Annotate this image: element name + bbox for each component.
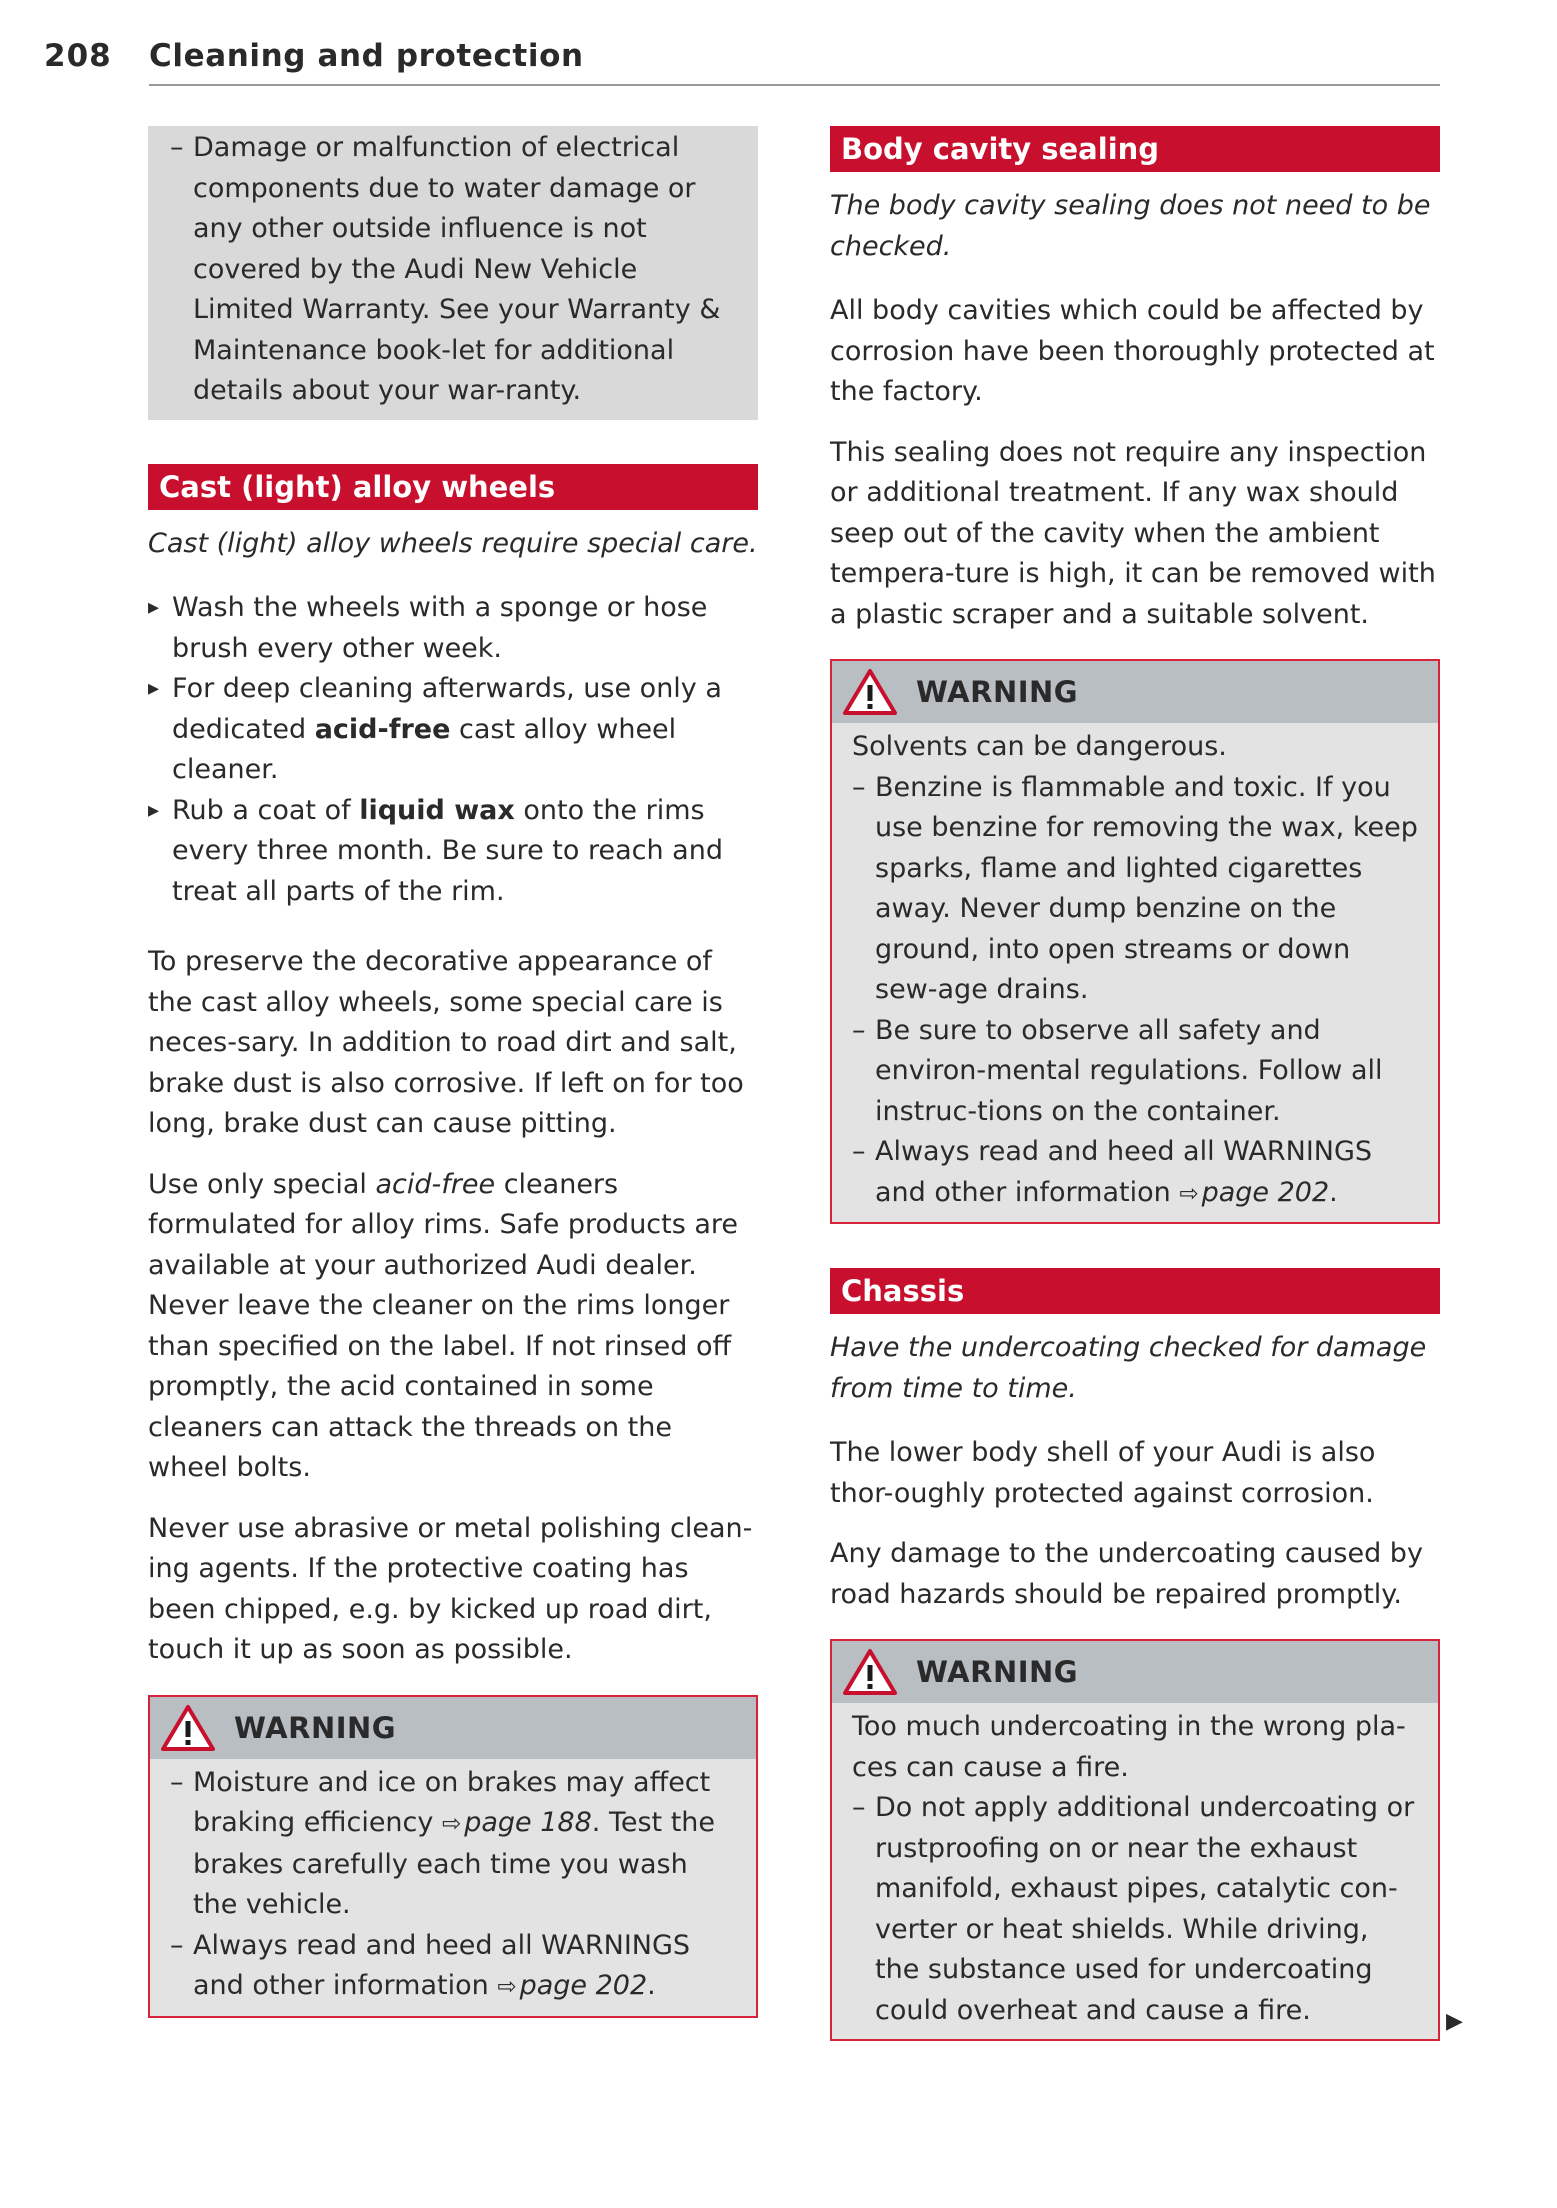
- alloy-step-1: ▸ Wash the wheels with a sponge or hose brush every other week.: [148, 588, 758, 669]
- acid-free-emphasis: acid-free: [314, 713, 451, 745]
- page-reference[interactable]: page 202: [1201, 1176, 1330, 1208]
- left-column: [148, 126, 758, 2062]
- alloy-wheels-paragraph-2: Use only special acid-free cleaners formulated for alloy rims. Safe products are available at your authorized Audi dealer. Never leave the cleaner on the rims longer than specified on the label. If not rinsed off promptly, the acid contained in some cleaners can attack the threads on the wheel bolts.: [148, 1168, 739, 1483]
- warranty-note-item: – Damage or malfunction of electrical components due to water damage or any other outside influence is not covered by the Audi New Vehicle Limited Warranty. See your Warranty & Maintenance book-let for additional details about your war-ranty.: [170, 128, 736, 412]
- warning-item-3: – Always read and heed all WARNINGS and other information ⇨ page 202.: [852, 1132, 1420, 1214]
- warning-body: [832, 1703, 1438, 2039]
- chassis-lead: Have the undercoating checked for damage from time to time.: [830, 1332, 1427, 1404]
- page-ref-arrow-icon: ⇨: [441, 1811, 462, 1837]
- continue-arrow-icon: ▶: [1446, 2009, 1463, 2034]
- warning-item-1: – Do not apply additional undercoating or rustproofing on or near the exhaust manifold, exhaust pipes, catalytic con-verter or heat shields. While driving, the substance used for undercoating could overheat and cause a fire.: [852, 1788, 1420, 2031]
- warning-triangle-icon: [842, 1648, 898, 1696]
- warranty-note-box: [148, 126, 758, 420]
- warning-triangle-icon: [160, 1704, 216, 1752]
- page-reference[interactable]: page 202: [519, 1970, 648, 2001]
- warning-item-1: – Benzine is flammable and toxic. If you use benzine for removing the wax, keep sparks, flame and lighted cigarettes away. Never dump benzine on the ground, into open streams or down sew-age drains.: [852, 768, 1420, 1011]
- header-rule: [149, 84, 1440, 86]
- warning-list: [852, 1788, 1420, 2031]
- alloy-wheels-paragraph-1: To preserve the decorative appearance of the cast alloy wheels, some special care is neces-sary. In addition to road dirt and salt, brake dust is also corrosive. If left on for too long, brake dust can cause pitting.: [148, 946, 744, 1139]
- warning-header: [150, 1697, 756, 1759]
- page-title: Cleaning and protection: [149, 38, 584, 74]
- page-ref-arrow-icon: ⇨: [497, 1974, 517, 2000]
- warning-list: [852, 768, 1420, 1215]
- body-cavity-lead: The body cavity sealing does not need to be checked.: [830, 190, 1431, 262]
- alloy-step-3: ▸ Rub a coat of liquid wax onto the rims every three month. Be sure to reach and treat all parts of the rim.: [148, 791, 758, 913]
- warning-intro: Too much undercoating in the wrong pla-ces can cause a fire.: [852, 1711, 1406, 1783]
- warning-list: [170, 1763, 738, 2008]
- alloy-step-2: ▸ For deep cleaning afterwards, use only a dedicated acid-free cast alloy wheel cleaner.: [148, 669, 758, 791]
- alloy-wheels-paragraph-3: Never use abrasive or metal polishing clean-ing agents. If the protective coating has been chipped, e.g. by kicked up road dirt, touch it up as soon as possible.: [148, 1512, 753, 1665]
- page-number: 208: [44, 38, 112, 74]
- warning-item-2: – Always read and heed all WARNINGS and other information ⇨ page 202.: [170, 1926, 738, 2008]
- chassis-heading: Chassis: [830, 1268, 1440, 1314]
- right-column: [830, 126, 1440, 2085]
- alloy-wheels-lead: Cast (light) alloy wheels require special care.: [148, 527, 758, 559]
- warning-header: [832, 661, 1438, 723]
- solvent-warning-box: [830, 659, 1440, 1224]
- warning-header: [832, 1641, 1438, 1703]
- page-ref-arrow-icon: ⇨: [1179, 1180, 1199, 1207]
- warning-title: WARNING: [916, 1655, 1079, 1689]
- alloy-wheels-steps: [148, 588, 758, 912]
- page-header: [44, 38, 1440, 86]
- warning-body: [832, 723, 1438, 1222]
- chassis-paragraph-1: The lower body shell of your Audi is also thor-oughly protected against corrosion.: [830, 1437, 1376, 1509]
- brake-warning-box: [148, 1695, 758, 2018]
- warning-intro: Solvents can be dangerous.: [852, 731, 1227, 762]
- body-cavity-paragraph-2: This sealing does not require any inspection or additional treatment. If any wax should seep out of the cavity when the ambient tempera-ture is high, it can be removed with a plastic scraper and a suitable solvent.: [830, 436, 1436, 630]
- body-cavity-paragraph-1: All body cavities which could be affected by corrosion have been thoroughly protected at the factory.: [830, 295, 1435, 407]
- warning-title: WARNING: [916, 675, 1079, 709]
- warning-item-2: – Be sure to observe all safety and environ-mental regulations. Follow all instruc-tions on the container.: [852, 1011, 1420, 1133]
- warning-title: WARNING: [234, 1710, 397, 1745]
- warning-body: [150, 1759, 756, 2016]
- undercoating-warning-box: [830, 1639, 1440, 2041]
- alloy-wheels-heading: Cast (light) alloy wheels: [148, 464, 758, 510]
- chassis-paragraph-2: Any damage to the undercoating caused by road hazards should be repaired promptly.: [830, 1538, 1423, 1610]
- body-cavity-heading: Body cavity sealing: [830, 126, 1440, 172]
- warning-triangle-icon: [842, 668, 898, 716]
- liquid-wax-emphasis: liquid wax: [359, 794, 515, 826]
- warranty-note-list: [170, 128, 736, 412]
- page-reference[interactable]: page 188: [464, 1807, 592, 1838]
- warning-item-1: – Moisture and ice on brakes may affect braking efficiency ⇨ page 188. Test the brakes carefully each time you wash the vehicle.: [170, 1763, 738, 1926]
